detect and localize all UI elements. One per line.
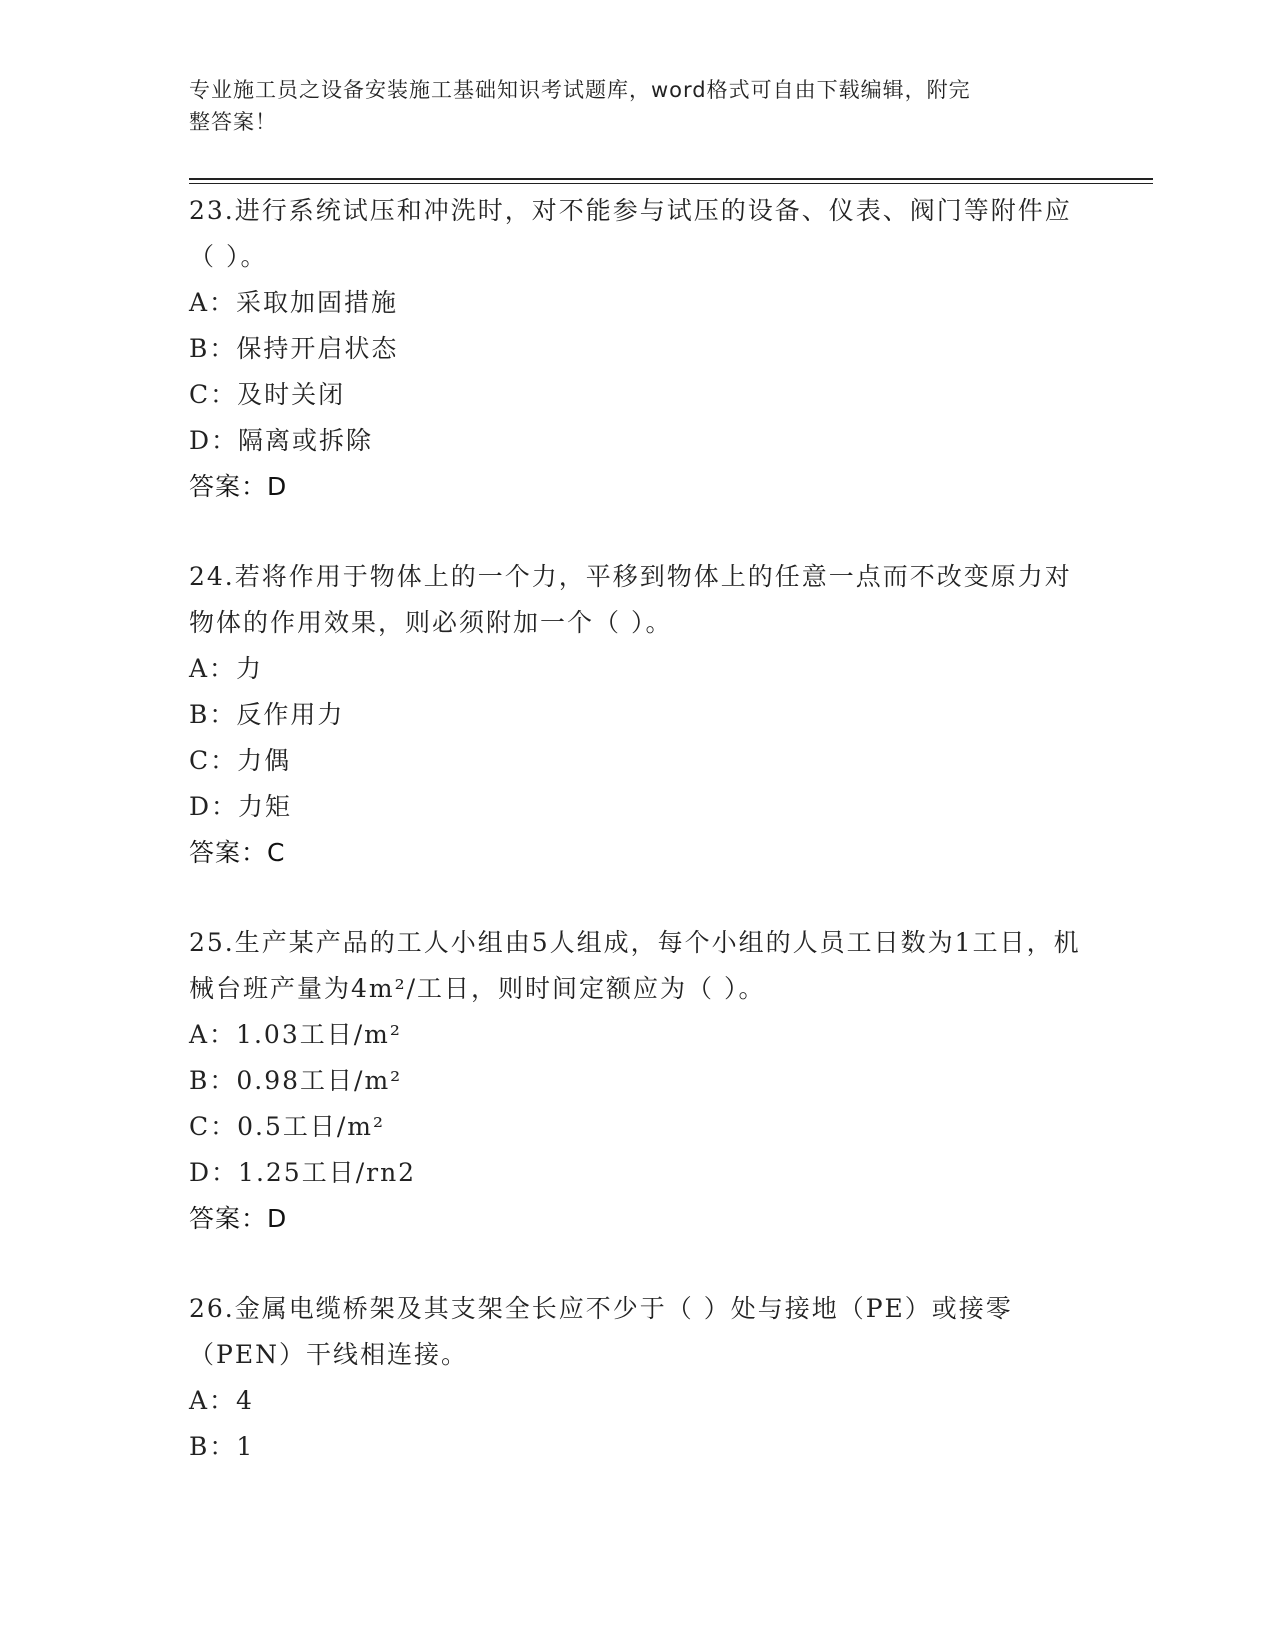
question-stem: 24.若将作用于物体上的一个力，平移到物体上的任意一点而不改变原力对物体的作用效果，则必须附加一个（ ）。 <box>189 562 1072 637</box>
option-d: D：力矩 <box>189 792 293 821</box>
option-d: D：隔离或拆除 <box>189 426 374 455</box>
question-stem: 25.生产某产品的工人小组由5人组成，每个小组的人员工日数为1工日，机械台班产量为4m²/工日，则时间定额应为（ ）。 <box>189 928 1081 1003</box>
option-a: A：力 <box>189 654 264 683</box>
option-b: B：保持开启状态 <box>189 334 399 363</box>
question-26 <box>189 1286 1089 1470</box>
question-23 <box>189 188 1089 510</box>
option-a: A：采取加固措施 <box>189 288 399 317</box>
document-header <box>189 74 1089 138</box>
answer-line: 答案：D <box>189 472 288 501</box>
question-25 <box>189 920 1089 1242</box>
option-b: B：1 <box>189 1432 255 1461</box>
option-c: C：及时关闭 <box>189 380 346 409</box>
header-line-2: 整答案！ <box>189 110 277 134</box>
header-line-1: 专业施工员之设备安装施工基础知识考试题库，word格式可自由下载编辑，附完 <box>189 78 971 102</box>
option-d: D：1.25工日/rn2 <box>189 1158 417 1187</box>
question-stem: 26.金属电缆桥架及其支架全长应不少于（ ）处与接地（PE）或接零（PEN）干线相连接。 <box>189 1294 1013 1369</box>
header-divider-thick <box>189 178 1153 180</box>
option-c: C：力偶 <box>189 746 292 775</box>
answer-line: 答案：C <box>189 838 286 867</box>
header-divider-thin <box>189 183 1153 184</box>
question-list <box>189 188 1089 1514</box>
option-a: A：1.03工日/m² <box>189 1020 402 1049</box>
option-b: B：0.98工日/m² <box>189 1066 403 1095</box>
option-c: C：0.5工日/m² <box>189 1112 386 1141</box>
answer-line: 答案：D <box>189 1204 288 1233</box>
question-24 <box>189 554 1089 876</box>
question-stem: 23.进行系统试压和冲洗时，对不能参与试压的设备、仪表、阀门等附件应（ ）。 <box>189 196 1072 271</box>
option-b: B：反作用力 <box>189 700 345 729</box>
option-a: A：4 <box>189 1386 254 1415</box>
